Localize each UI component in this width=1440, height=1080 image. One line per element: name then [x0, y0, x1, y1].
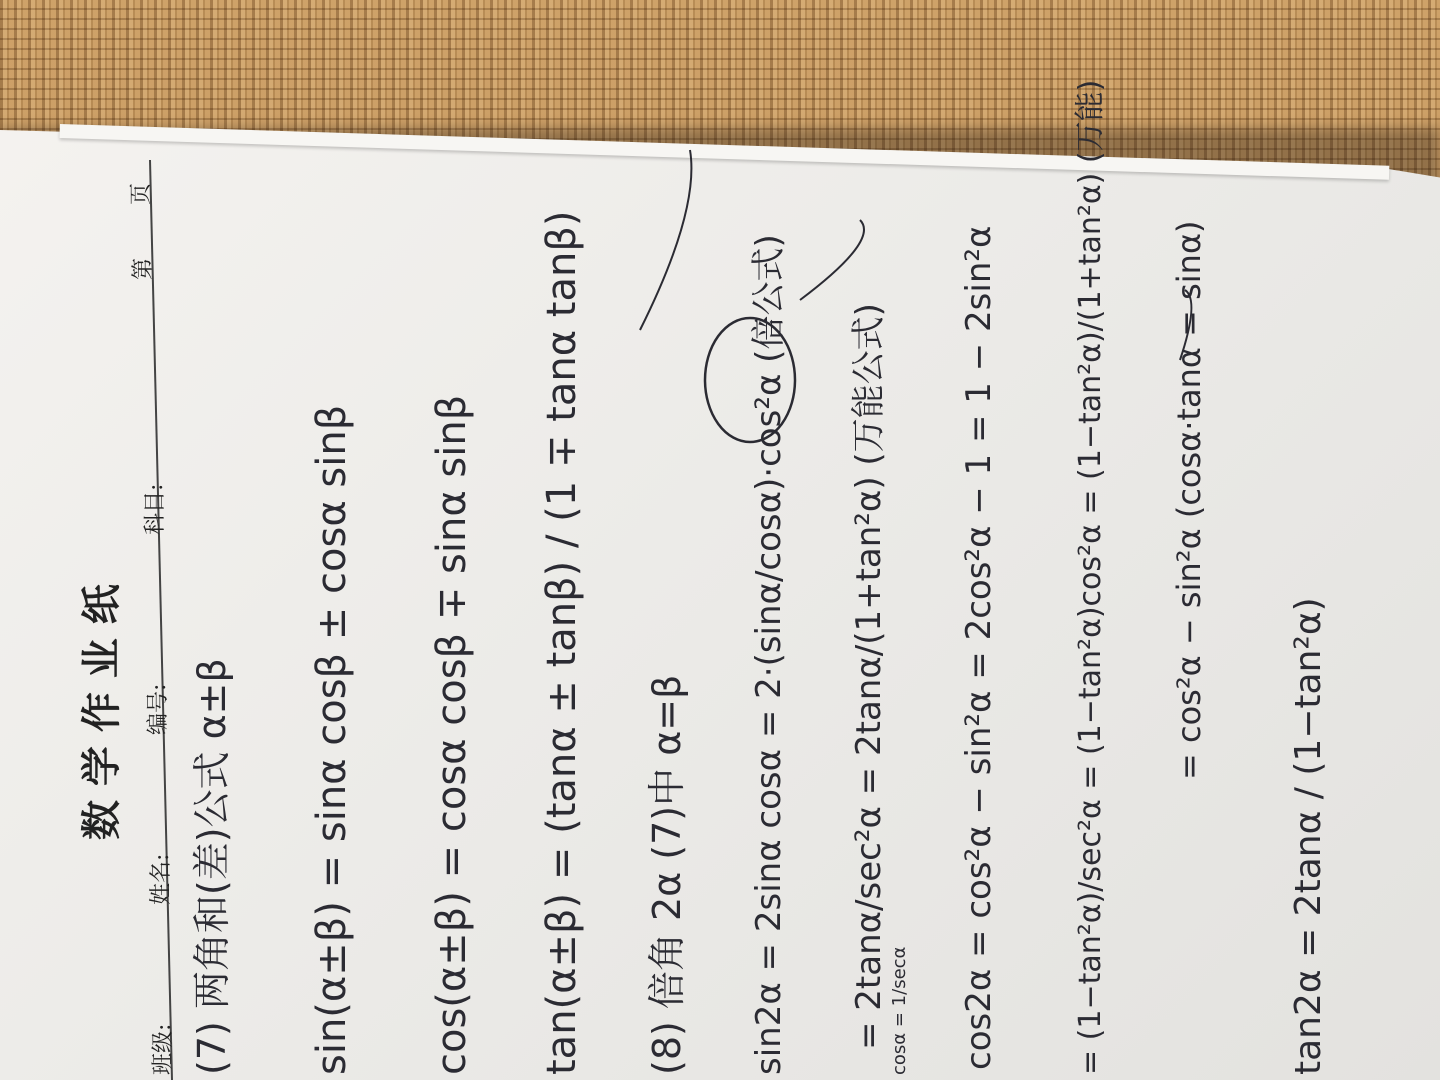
note-line-1-group — [190, 658, 234, 1075]
note-line-11: tan2α = 2tanα / (1−tan²α) — [1288, 597, 1329, 1075]
note-line-9: = (1−tan²α)/sec²α = (1−tan²α)cos²α = (1−tan²α)/(1+tan²α) (万能) — [1073, 79, 1108, 1075]
note-line-10-group — [1170, 220, 1208, 780]
note-line-3: cos(α±β) = cosα cosβ ∓ sinα sinβ — [429, 394, 475, 1075]
note-line-8-group — [959, 226, 999, 1070]
note-line-1: (7) 两角和(差)公式 α±β — [190, 658, 234, 1075]
name-label: 姓名: — [149, 853, 174, 905]
note-line-4: tan(α±β) = (tanα ± tanβ) / (1 ∓ tanα tanβ) — [539, 210, 585, 1075]
subject-label-group — [143, 484, 168, 535]
note-line-6-group — [749, 234, 789, 1075]
note-line-11-group — [1288, 597, 1329, 1075]
number-label-group — [146, 684, 171, 735]
subject-label: 科目: — [143, 483, 168, 535]
name-label-group — [149, 854, 174, 905]
bracket-arc-2 — [800, 220, 864, 300]
header-group — [78, 584, 125, 840]
note-line-8: cos2α = cos²α − sin²α = 2cos²α − 1 = 1 − 2sin²α — [959, 225, 999, 1070]
class-label: 班级: — [151, 1023, 176, 1075]
header-rule-line — [150, 160, 172, 1080]
margin-note-group — [889, 947, 910, 1075]
number-label: 编号: — [146, 683, 171, 735]
note-line-2: sin(α±β) = sinα cosβ ± cosα sinβ — [309, 404, 355, 1075]
margin-note: cosα = 1/secα — [889, 946, 910, 1075]
note-line-7: = 2tanα/sec²α = 2tanα/(1+tan²α) (万能公式) — [849, 303, 889, 1050]
note-line-7-group — [849, 303, 889, 1050]
page-title: 数 学 作 业 纸 — [78, 584, 125, 840]
note-line-3-group — [429, 395, 475, 1075]
page-number-prefix: 第 — [131, 257, 156, 280]
page-number-suffix: 页 — [129, 182, 154, 205]
note-line-4-group — [539, 211, 585, 1075]
note-line-6: sin2α = 2sinα cosα = 2·(sinα/cosα)·cos²α (倍公式) — [749, 234, 789, 1075]
bracket-arc-1 — [640, 150, 691, 330]
note-line-5: (8) 倍角 2α (7)中 α=β — [645, 674, 689, 1075]
note-line-10: = cos²α − sin²α (cosα·tanα = sinα) — [1170, 220, 1208, 780]
note-line-2-group — [309, 405, 355, 1075]
note-line-9-group — [1073, 80, 1108, 1075]
page-prefix-group — [131, 258, 156, 280]
page-suffix-group — [129, 183, 154, 205]
note-line-5-group — [645, 675, 689, 1075]
class-label-group — [151, 1024, 176, 1075]
